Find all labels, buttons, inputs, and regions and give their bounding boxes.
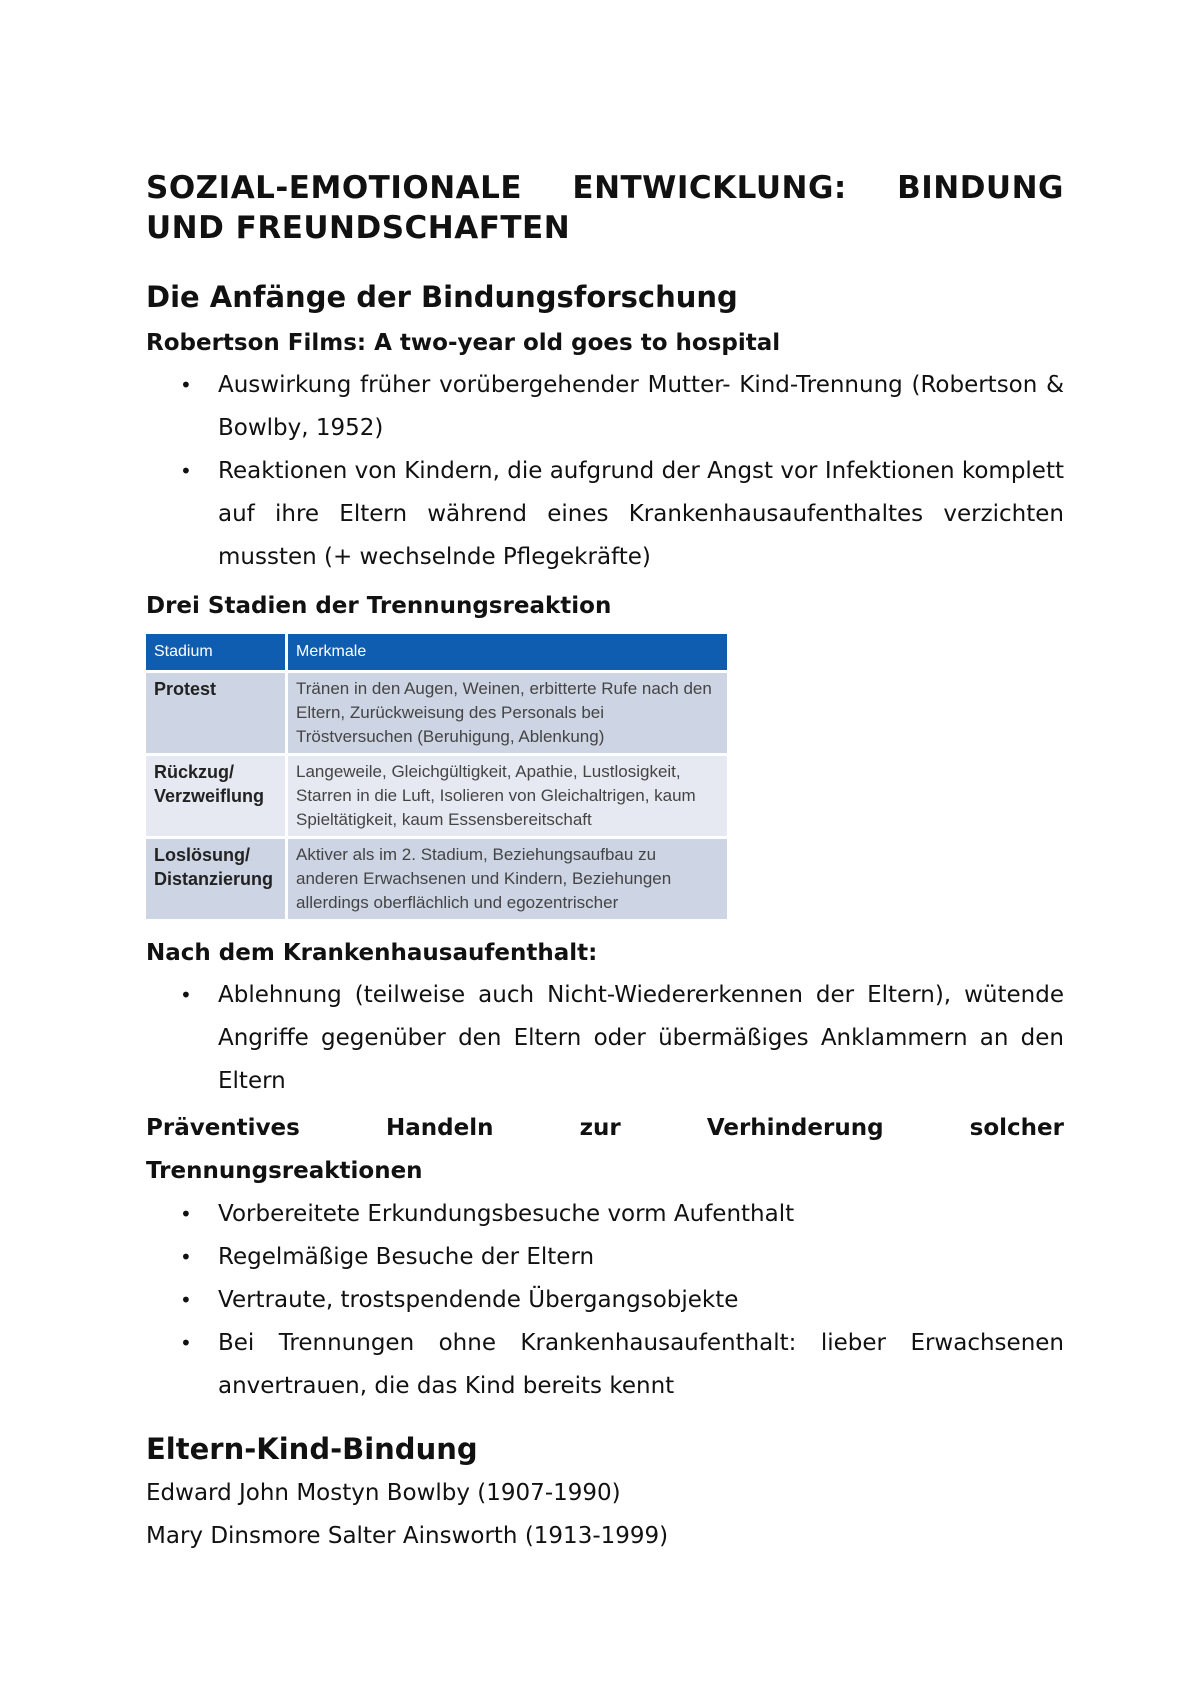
section-heading-eltern-kind-bindung: Eltern-Kind-Bindung: [146, 1432, 478, 1466]
title-word: SOZIAL-EMOTIONALE: [146, 170, 523, 206]
subheading-nach-krankenhaus: Nach dem Krankenhausaufenthalt:: [146, 940, 598, 966]
researcher-bowlby: Edward John Mostyn Bowlby (1907-1990): [146, 1480, 621, 1506]
table-header-row: [146, 634, 727, 670]
list-item-text: Regelmäßige Besuche der Eltern: [218, 1244, 595, 1270]
heading-word: Handeln: [385, 1115, 494, 1141]
bullet-icon: •: [180, 1331, 192, 1355]
bullet-icon: •: [180, 373, 192, 397]
stages-table: [146, 631, 727, 922]
bullet-list-nach-krankenhaus: [146, 974, 1064, 1103]
table-row: [146, 756, 727, 836]
list-item: [146, 1236, 1064, 1279]
list-item: [146, 450, 1064, 579]
list-item-text: Bei Trennungen ohne Krankenhausaufenthalt: lieber Erwachsenen anvertrauen, die das Kind bereits kennt: [218, 1330, 1064, 1399]
table-cell-stage: Protest: [146, 673, 288, 753]
table-header-merkmale: Merkmale: [288, 634, 727, 670]
table-cell-features: Langeweile, Gleichgültigkeit, Apathie, Lustlosigkeit, Starren in die Luft, Isolieren von Gleichaltrigen, kaum Spieltätigkeit, kaum Essensbereitschaft: [288, 756, 727, 836]
list-item-text: Reaktionen von Kindern, die aufgrund der Angst vor Infektionen komplett auf ihre Eltern während eines Krankenhausaufenthaltes verzichten mussten (+ wechselnde Pflegekräfte): [218, 458, 1064, 570]
bullet-icon: •: [180, 1202, 192, 1226]
subheading-drei-stadien: Drei Stadien der Trennungsreaktion: [146, 593, 612, 619]
heading-word: solcher: [969, 1115, 1064, 1141]
list-item: [146, 1193, 1064, 1236]
bullet-list-praevention: [146, 1193, 1064, 1408]
title-word: BINDUNG: [897, 170, 1064, 206]
document-title: [146, 168, 1064, 248]
section-heading-bindungsforschung: Die Anfänge der Bindungsforschung: [146, 280, 738, 314]
list-item: [146, 1279, 1064, 1322]
list-item-text: Auswirkung früher vorübergehender Mutter- Kind-Trennung (Robertson & Bowlby, 1952): [218, 372, 1064, 441]
bullet-icon: •: [180, 459, 192, 483]
researcher-ainsworth: Mary Dinsmore Salter Ainsworth (1913-1999): [146, 1523, 669, 1549]
list-item-text: Vorbereitete Erkundungsbesuche vorm Aufenthalt: [218, 1201, 795, 1227]
document-page: [146, 168, 1064, 1558]
list-item-text: Vertraute, trostspendende Übergangsobjekte: [218, 1287, 739, 1313]
list-item: [146, 364, 1064, 450]
bullet-icon: •: [180, 983, 192, 1007]
list-item-text: Ablehnung (teilweise auch Nicht-Wiedererkennen der Eltern), wütende Angriffe gegenüber den Eltern oder übermäßiges Anklammern an den Eltern: [218, 982, 1064, 1094]
title-word: ENTWICKLUNG:: [572, 170, 847, 206]
table-cell-stage: Rückzug/ Verzweiflung: [146, 756, 288, 836]
title-line-2: UND FREUNDSCHAFTEN: [146, 210, 571, 246]
heading-word: zur: [579, 1115, 621, 1141]
table-row: [146, 673, 727, 753]
table-cell-stage: Loslösung/ Distanzierung: [146, 839, 288, 919]
table-cell-features: Tränen in den Augen, Weinen, erbitterte Rufe nach den Eltern, Zurückweisung des Personals bei Tröstversuchen (Beruhigung, Ablenkung): [288, 673, 727, 753]
bullet-icon: •: [180, 1288, 192, 1312]
bullet-icon: •: [180, 1245, 192, 1269]
list-item: [146, 974, 1064, 1103]
list-item: [146, 1322, 1064, 1408]
table-header-stadium: Stadium: [146, 634, 288, 670]
table-row: [146, 839, 727, 919]
table-cell-features: Aktiver als im 2. Stadium, Beziehungsaufbau zu anderen Erwachsenen und Kindern, Beziehungen allerdings oberflächlich und egozentrischer: [288, 839, 727, 919]
subheading-praeventives-handeln: [146, 1107, 1064, 1193]
subheading-robertson-films: Robertson Films: A two-year old goes to hospital: [146, 330, 781, 356]
heading-line-2: Trennungsreaktionen: [146, 1158, 423, 1184]
bullet-list-robertson: [146, 364, 1064, 579]
heading-word: Präventives: [146, 1115, 300, 1141]
heading-word: Verhinderung: [706, 1115, 884, 1141]
